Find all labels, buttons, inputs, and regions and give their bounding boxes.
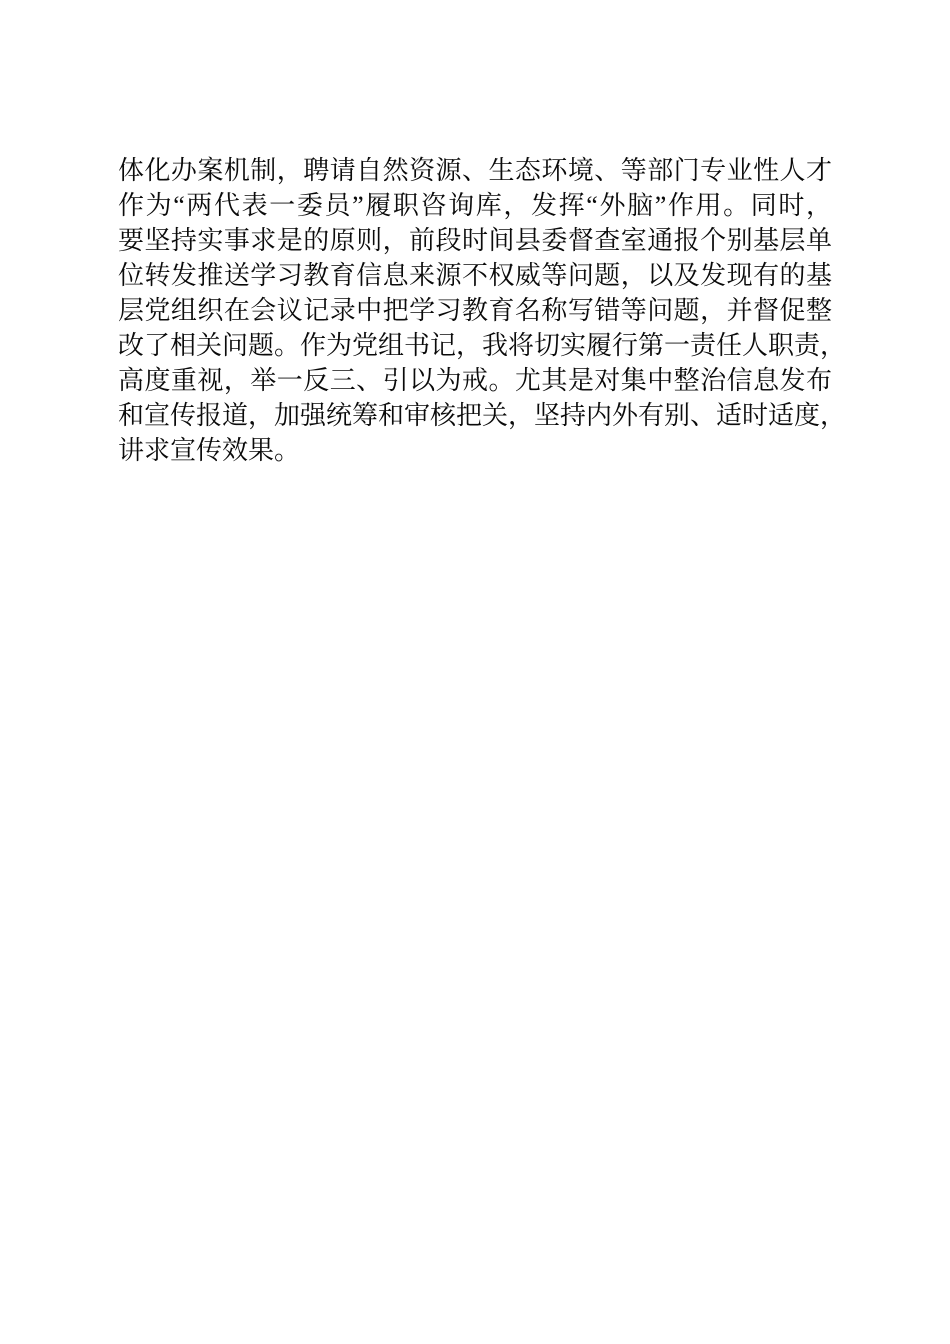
- text-line: 讲求宣传效果。: [118, 436, 301, 465]
- text-line: 层党组织在会议记录中把学习教育名称写错等问题，并督促整: [118, 296, 832, 325]
- text-line: 高度重视，举一反三、引以为戒。尤其是对集中整治信息发布: [118, 366, 832, 395]
- text-line: 位转发推送学习教育信息来源不权威等问题，以及发现有的基: [118, 261, 832, 290]
- text-line: 和宣传报道，加强统筹和审核把关，坚持内外有别、适时适度，: [118, 401, 847, 430]
- text-line: 体化办案机制，聘请自然资源、生态环境、等部门专业性人才: [118, 156, 832, 185]
- text-line: 作为“两代表一委员”履职咨询库，发挥“外脑”作用。同时，: [118, 191, 832, 220]
- paragraph: [118, 153, 847, 468]
- text-line: 要坚持实事求是的原则，前段时间县委督查室通报个别基层单: [118, 226, 832, 255]
- text-line: 改了相关问题。作为党组书记，我将切实履行第一责任人职责，: [118, 331, 847, 360]
